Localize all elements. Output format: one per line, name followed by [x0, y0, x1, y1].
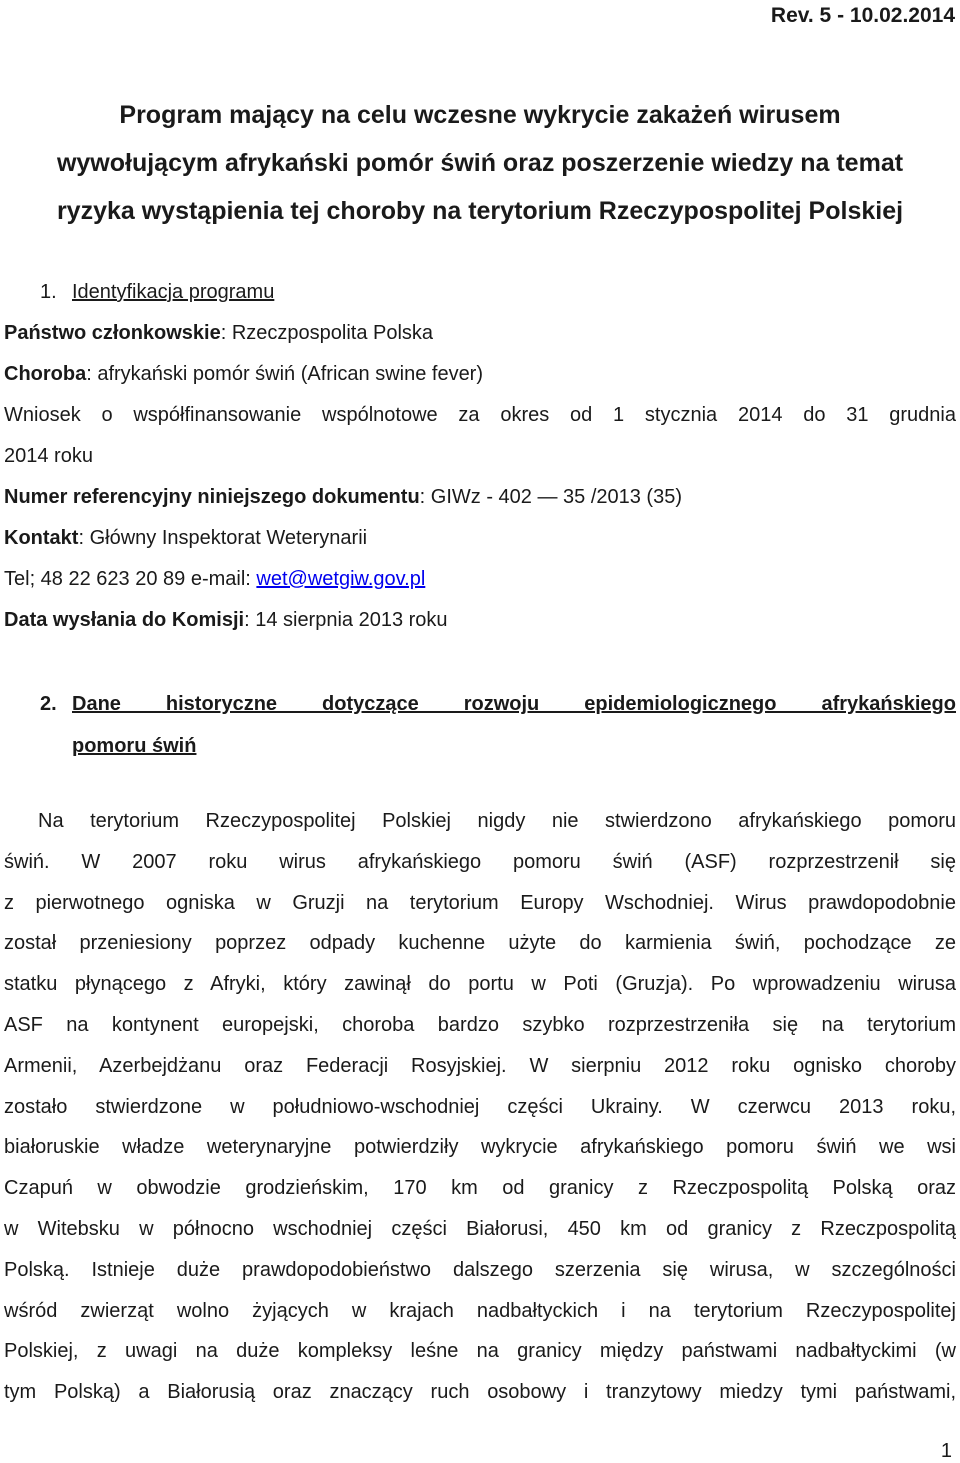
body-line: w Witebsku w północno wschodniej części Białorusi, 450 km od granicy z Rzeczpospolitą — [4, 1217, 956, 1240]
body-line: ASF na kontynent europejski, choroba bardzo szybko rozprzestrzeniła się na terytorium — [4, 1013, 956, 1036]
reference-row — [4, 477, 956, 518]
body-line: Czapuń w obwodzie grodzieńskim, 170 km od granicy z Rzeczpospolitą Polską oraz — [4, 1177, 956, 1200]
body-line: został przeniesiony poprzez odpady kuchenne użyte do karmienia świń, pochodzące ze — [4, 932, 956, 955]
section-number: 1. — [40, 281, 57, 303]
title-line: wywołującym afrykański pomór świń oraz poszerzenie wiedzy na temat — [56, 149, 904, 177]
section-2-body — [4, 801, 956, 1413]
title-line: Program mający na celu wczesne wykrycie zakażeń wirusem — [119, 101, 841, 129]
body-line: Polskiej, z uwagi na duże kompleksy leśne na granicy między państwami nadbałtyckimi (w — [4, 1340, 956, 1363]
disease-row — [4, 354, 956, 395]
member-state-label: Państwo członkowskie — [4, 322, 221, 344]
body-line: z pierwotnego ogniska w Gruzji na terytorium Europy Wschodniej. Wirus prawdopodobnie — [4, 891, 956, 914]
section-heading-text-continued: pomoru świń — [72, 735, 197, 757]
section-2-heading — [40, 683, 956, 767]
disease-value: : afrykański pomór świń (African swine fever) — [86, 363, 484, 385]
section-number: 2. — [40, 693, 57, 715]
member-state-value: : Rzeczpospolita Polska — [220, 322, 434, 344]
body-line: Na terytorium Rzeczypospolitej Polskiej nigdy nie stwierdzono afrykańskiego pomoru — [38, 810, 956, 832]
disease-label: Choroba — [4, 363, 87, 385]
request-row-continued: 2014 roku — [4, 445, 93, 467]
body-line: wśród zwierząt wolno żyjących w krajach nadbałtyckich i na terytorium Rzeczypospolitej — [4, 1299, 956, 1322]
tel-text: Tel; 48 22 623 20 89 e-mail: — [4, 568, 257, 590]
contact-row — [4, 518, 956, 559]
email-link[interactable]: wet@wetgiw.gov.pl — [256, 568, 426, 590]
document-title — [0, 91, 960, 235]
body-line: statku płynącego z Afryki, który zawinął do portu w Poti (Gruzja). Po wprowadzeniu wirusa — [4, 973, 956, 996]
body-line: świń. W 2007 roku wirus afrykańskiego pomoru świń (ASF) rozprzestrzenił się — [4, 850, 956, 873]
contact-value: : Główny Inspektorat Weterynarii — [78, 527, 368, 549]
contact-label: Kontakt — [4, 527, 79, 549]
section-heading-text: Dane historyczne dotyczące rozwoju epidemiologicznego afrykańskiego — [72, 693, 956, 715]
body-line: Polską. Istnieje duże prawdopodobieństwo dalszego szerzenia się wirusa, w szczególności — [4, 1258, 956, 1281]
section-1-heading — [40, 281, 274, 304]
sent-date-label: Data wysłania do Komisji — [4, 609, 245, 631]
page-number: 1 — [940, 1440, 952, 1462]
sent-date-row — [4, 600, 956, 641]
body-line: tym Polską) a Białorusią oraz znaczący ruch osobowy i tranzytowy miedzy tymi państwami, — [4, 1381, 956, 1404]
member-state-row — [4, 313, 956, 354]
sent-date-value: : 14 sierpnia 2013 roku — [244, 609, 448, 631]
body-line: białoruskie władze weterynaryjne potwierdziły wykrycie afrykańskiego pomoru świń we wsi — [4, 1136, 956, 1159]
request-row: Wniosek o współfinansowanie wspólnotowe za okres od 1 stycznia 2014 do 31 grudnia — [4, 404, 956, 426]
program-info-block — [4, 313, 956, 641]
body-line: zostało stwierdzone w południowo-wschodniej części Ukrainy. W czerwcu 2013 roku, — [4, 1095, 956, 1118]
reference-value: : GIWz - 402 — 35 /2013 (35) — [419, 486, 682, 508]
tel-row — [4, 559, 956, 600]
section-heading-text: Identyfikacja programu — [72, 281, 275, 303]
title-line: ryzyka wystąpienia tej choroby na terytorium Rzeczypospolitej Polskiej — [56, 197, 904, 225]
revision-label: Rev. 5 - 10.02.2014 — [770, 4, 955, 27]
reference-label: Numer referencyjny niniejszego dokumentu — [4, 486, 420, 508]
body-line: Armenii, Azerbejdżanu oraz Federacji Rosyjskiej. W sierpniu 2012 roku ognisko choroby — [4, 1054, 956, 1077]
